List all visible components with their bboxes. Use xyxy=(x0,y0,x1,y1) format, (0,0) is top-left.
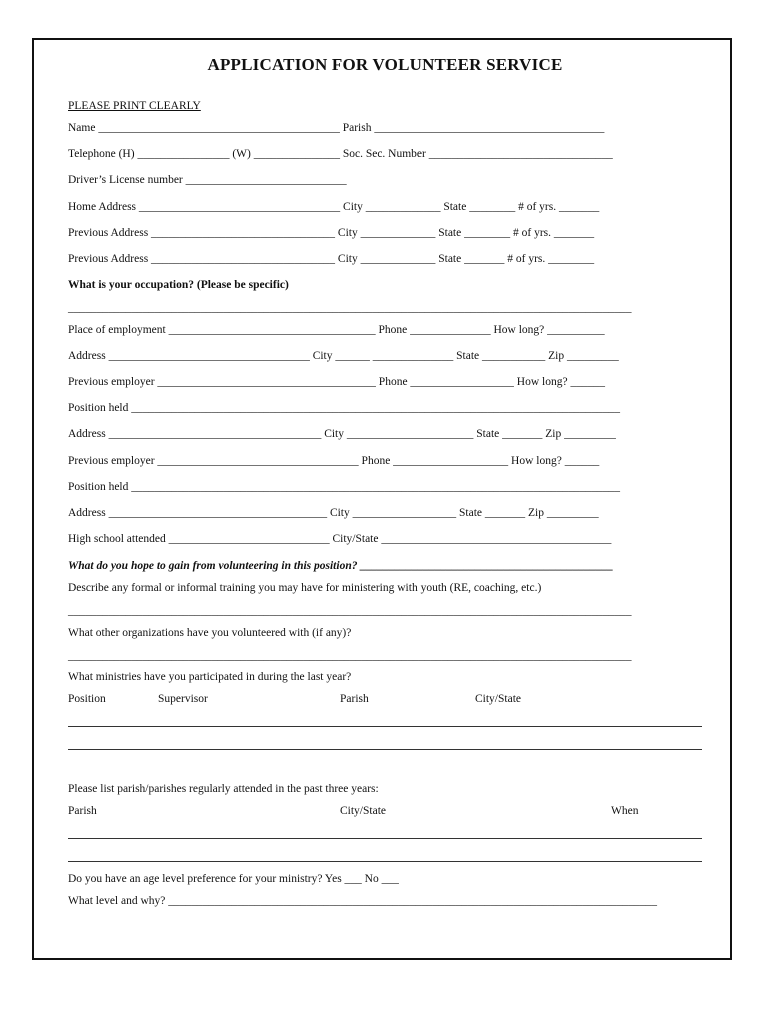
occupation-answer-line[interactable]: __________________________________________________________________________________________________ xyxy=(68,302,632,314)
training-answer-line[interactable]: __________________________________________________________________________________________________ xyxy=(68,605,632,617)
previous-employer-field-2[interactable]: Previous employer ___________________________________ Phone ____________________ How long? ______ xyxy=(68,455,600,467)
parish-entry-line-1[interactable] xyxy=(68,838,702,839)
ministries-col-city-state: City/State xyxy=(475,693,521,705)
form-title: APPLICATION FOR VOLUNTEER SERVICE xyxy=(207,55,563,74)
parish-list-prompt: Please list parish/parishes regularly attended in the past three years: xyxy=(68,783,379,795)
high-school-field[interactable]: High school attended ____________________________ City/State ________________________________________ xyxy=(68,533,612,545)
age-preference-field[interactable]: Do you have an age level preference for your ministry? Yes ___ No ___ xyxy=(68,873,399,885)
parish-col-when: When xyxy=(611,805,639,817)
ministries-question: What ministries have you participated in during the last year? xyxy=(68,671,352,683)
parish-col-parish: Parish xyxy=(68,805,97,817)
ministries-col-parish: Parish xyxy=(340,693,369,705)
previous-employer-address-field-2[interactable]: Address ______________________________________ City __________________ State _______ Zip _________ xyxy=(68,507,599,519)
position-held-field-1[interactable]: Position held _____________________________________________________________________________________ xyxy=(68,402,621,414)
ministries-entry-line-1[interactable] xyxy=(68,726,702,727)
employment-address-field[interactable]: Address ___________________________________ City ______ ______________ State ___________ Zip _________ xyxy=(68,350,619,362)
previous-employer-field-1[interactable]: Previous employer ______________________________________ Phone __________________ How long? ______ xyxy=(68,376,605,388)
place-of-employment-field[interactable]: Place of employment ____________________________________ Phone ______________ How long? __________ xyxy=(68,324,605,336)
ministries-col-position: Position xyxy=(68,693,106,705)
home-address-field[interactable]: Home Address ___________________________________ City _____________ State ________ # of yrs. _______ xyxy=(68,201,600,213)
name-parish-field[interactable]: Name __________________________________________ Parish ________________________________________ xyxy=(68,122,605,134)
print-instruction: PLEASE PRINT CLEARLY xyxy=(68,100,201,112)
organizations-question: What other organizations have you volunteered with (if any)? xyxy=(68,627,352,639)
position-held-field-2[interactable]: Position held _____________________________________________________________________________________ xyxy=(68,481,621,493)
drivers-license-field[interactable]: Driver’s License number ____________________________ xyxy=(68,174,347,186)
training-question: Describe any formal or informal training you may have for ministering with youth (RE, coaching, etc.) xyxy=(68,582,542,594)
telephone-ssn-field[interactable]: Telephone (H) ________________ (W) _______________ Soc. Sec. Number ________________________________ xyxy=(68,148,613,160)
volunteer-goal-question[interactable]: What do you hope to gain from volunteering in this position? ____________________________________________ xyxy=(68,560,614,572)
previous-address-field-2[interactable]: Previous Address ________________________________ City _____________ State _______ # of yrs. ________ xyxy=(68,253,595,265)
previous-address-field-1[interactable]: Previous Address ________________________________ City _____________ State ________ # of yrs. _______ xyxy=(68,227,595,239)
level-why-field[interactable]: What level and why? _____________________________________________________________________________________ xyxy=(68,895,658,907)
occupation-question: What is your occupation? (Please be specific) xyxy=(68,279,289,291)
previous-employer-address-field-1[interactable]: Address _____________________________________ City ______________________ State _______ Zip _________ xyxy=(68,428,616,440)
ministries-col-supervisor: Supervisor xyxy=(158,693,208,705)
parish-entry-line-2[interactable] xyxy=(68,861,702,862)
ministries-entry-line-2[interactable] xyxy=(68,749,702,750)
parish-col-city-state: City/State xyxy=(340,805,386,817)
organizations-answer-line[interactable]: __________________________________________________________________________________________________ xyxy=(68,650,632,662)
